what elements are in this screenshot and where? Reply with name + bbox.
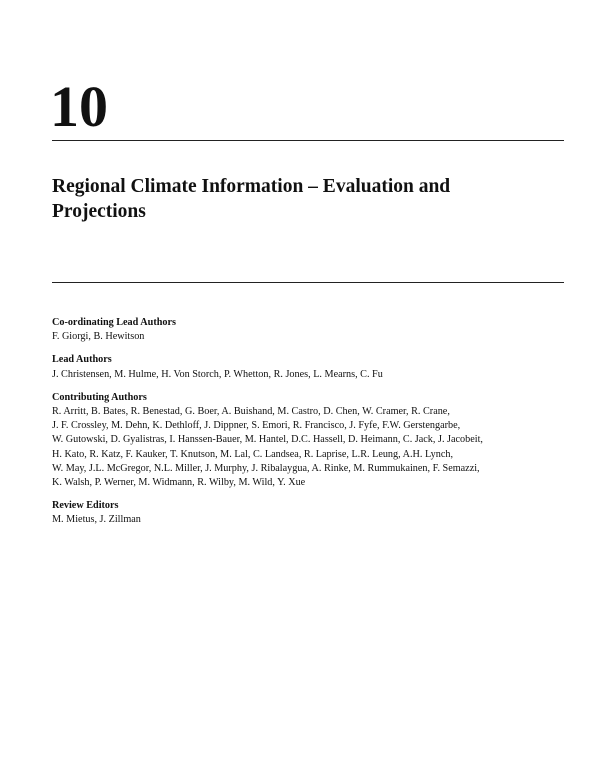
author-names-line: W. May, J.L. McGregor, N.L. Miller, J. Murphy, J. Ribalaygua, A. Rinke, M. Rummukainen, F. Semazzi, xyxy=(52,462,480,474)
author-names-line: K. Walsh, P. Werner, M. Widmann, R. Wilby, M. Wild, Y. Xue xyxy=(52,477,306,489)
coordinating-lead-authors-section xyxy=(52,316,564,344)
review-editors-section xyxy=(52,499,564,527)
chapter-title-line-1: Regional Climate Information – Evaluation and xyxy=(52,176,451,197)
section-heading: Contributing Authors xyxy=(52,391,147,403)
author-list xyxy=(52,316,564,537)
chapter-title xyxy=(52,174,552,224)
author-names-line: H. Kato, R. Katz, F. Kauker, T. Knutson, M. Lal, C. Landsea, R. Laprise, L.R. Leung, A.H. Lynch, xyxy=(52,448,454,460)
author-names-line: R. Arritt, B. Bates, R. Benestad, G. Boer, A. Buishand, M. Castro, D. Chen, W. Cramer, R. Crane, xyxy=(52,406,450,418)
chapter-title-line-2: Projections xyxy=(52,201,146,222)
bottom-divider xyxy=(52,282,564,283)
contributing-authors-section xyxy=(52,391,564,490)
chapter-number: 10 xyxy=(50,74,108,139)
lead-authors-section xyxy=(52,353,564,381)
author-names-line: W. Gutowski, D. Gyalistras, I. Hanssen-Bauer, M. Hantel, D.C. Hassell, D. Heimann, C. Jack, J. Jacobeit, xyxy=(52,434,483,446)
author-names-line: J. F. Crossley, M. Dehn, K. Dethloff, J. Dippner, S. Emori, R. Francisco, J. Fyfe, F.W. Gerstengarbe, xyxy=(52,420,461,432)
section-heading: Co-ordinating Lead Authors xyxy=(52,317,176,328)
section-heading: Review Editors xyxy=(52,500,119,512)
author-names-line: M. Mietus, J. Zillman xyxy=(52,514,141,526)
top-divider xyxy=(52,140,564,141)
section-heading: Lead Authors xyxy=(52,354,112,366)
author-names-line: F. Giorgi, B. Hewitson xyxy=(52,331,145,343)
author-names-line: J. Christensen, M. Hulme, H. Von Storch, P. Whetton, R. Jones, L. Mearns, C. Fu xyxy=(52,368,383,380)
